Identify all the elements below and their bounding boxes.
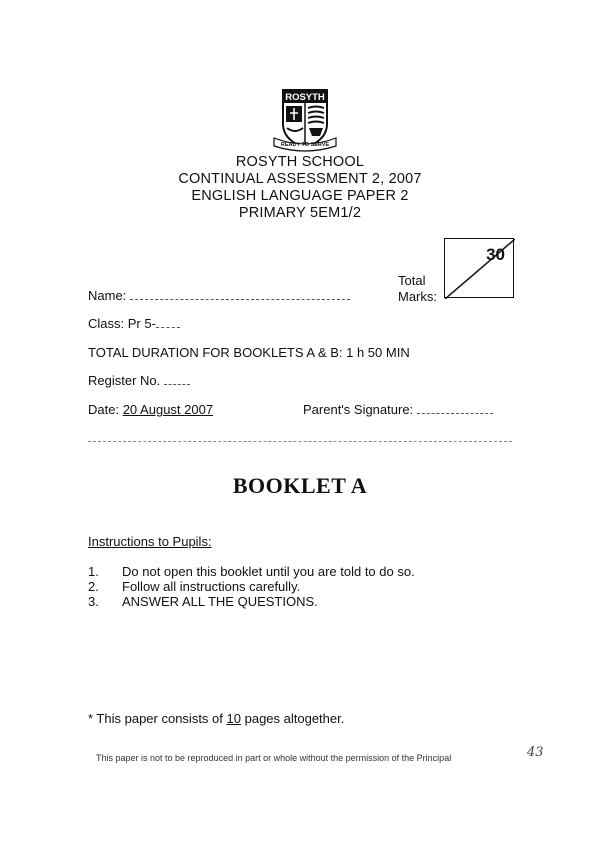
- page-count-note: [88, 711, 344, 726]
- register-line: [164, 374, 190, 385]
- page-count-suffix: pages altogether.: [244, 711, 345, 726]
- class-line: [156, 317, 180, 328]
- total-marks: 30: [486, 245, 505, 264]
- school-crest: [273, 86, 337, 152]
- separator-line: [88, 441, 512, 442]
- class-row: [88, 316, 180, 331]
- copyright-disclaimer: This paper is not to be reproduced in part or whole without the permission of the Principal: [96, 753, 452, 763]
- register-row: [88, 373, 190, 388]
- booklet-title: BOOKLET A: [232, 473, 368, 498]
- date-value: 20 August 2007: [122, 402, 214, 417]
- date-label: Date:: [88, 402, 120, 417]
- item-number: 1.: [88, 564, 99, 579]
- item-text: Follow all instructions carefully.: [122, 579, 301, 594]
- item-number: 3.: [88, 594, 99, 609]
- item-number: 2.: [88, 579, 99, 594]
- list-item: [88, 564, 415, 579]
- date-row: [88, 402, 213, 417]
- register-label: Register No.: [88, 373, 161, 388]
- signature-row: [303, 402, 493, 417]
- total-label: Total: [398, 273, 426, 288]
- marks-box: [444, 238, 514, 298]
- instructions-list: [88, 564, 415, 609]
- class-label: Class: Pr 5-: [88, 316, 156, 331]
- level-title: PRIMARY 5EM1/2: [238, 205, 362, 221]
- school-name: ROSYTH SCHOOL: [235, 154, 365, 170]
- exam-header: [0, 154, 600, 222]
- signature-line: [417, 403, 493, 414]
- name-label: Name:: [88, 288, 127, 303]
- list-item: [88, 594, 415, 609]
- list-item: [88, 579, 415, 594]
- item-text: ANSWER ALL THE QUESTIONS.: [122, 594, 318, 609]
- crest-icon: [273, 86, 337, 152]
- crest-name: ROSYTH: [285, 92, 325, 103]
- name-row: [88, 288, 350, 303]
- marks-label: Marks:: [398, 289, 437, 304]
- instructions-title: Instructions to Pupils:: [88, 534, 212, 549]
- item-text: Do not open this booklet until you are told to do so.: [122, 564, 415, 579]
- assessment-title: CONTINUAL ASSESSMENT 2, 2007: [178, 171, 422, 187]
- page-count-number: 10: [226, 711, 241, 726]
- duration-text: TOTAL DURATION FOR BOOKLETS A & B: 1 h 50 MIN: [88, 345, 410, 360]
- crest-motto: READY TO SERVE: [280, 142, 330, 148]
- subject-title: ENGLISH LANGUAGE PAPER 2: [191, 188, 409, 204]
- handwritten-page-mark: 43: [527, 745, 544, 760]
- signature-label: Parent's Signature:: [303, 402, 414, 417]
- name-line: [130, 289, 350, 300]
- page-count-prefix: * This paper consists of: [88, 711, 223, 726]
